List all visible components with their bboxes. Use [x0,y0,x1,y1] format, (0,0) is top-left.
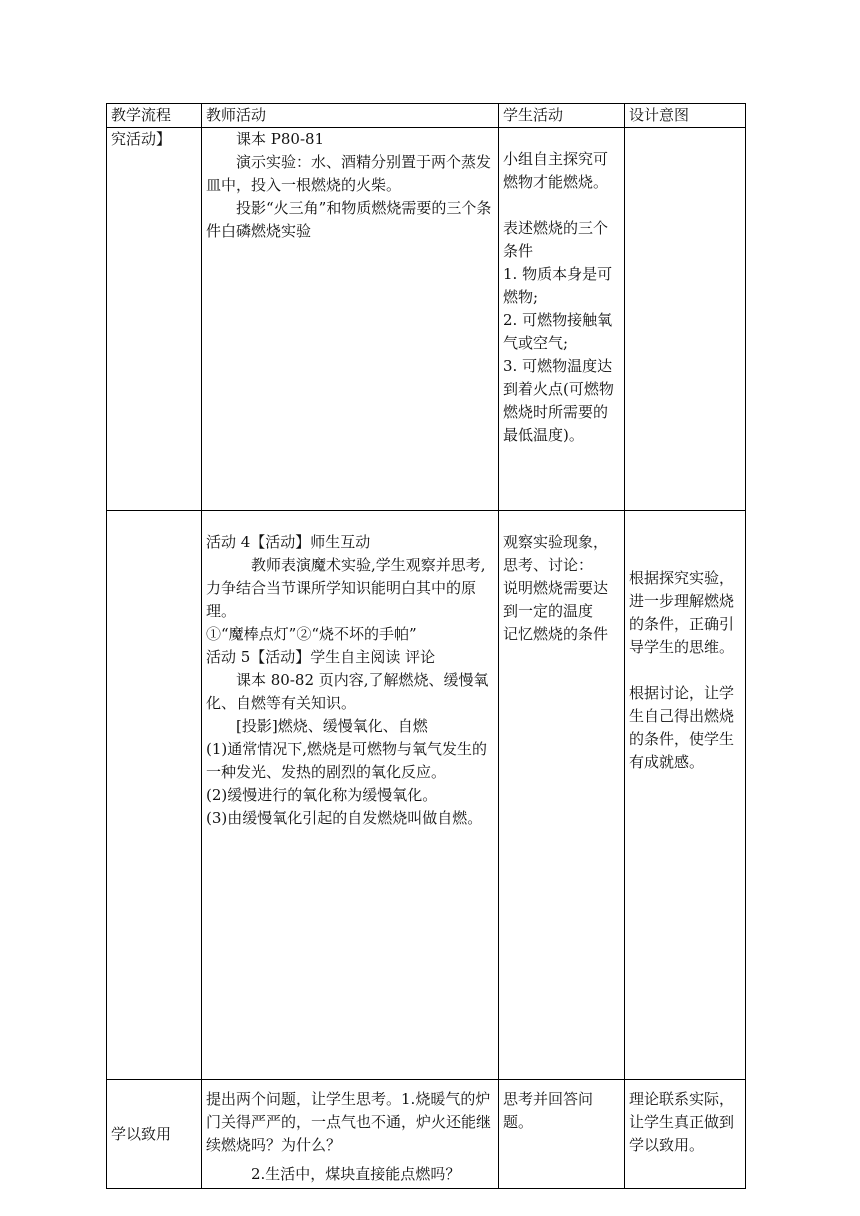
teacher-text: (1)通常情况下,燃烧是可燃物与氧气发生的一种发光、发热的剧烈的氧化反应。 [206,740,488,781]
flow-cell [107,511,202,1080]
student-activity-cell [499,511,625,1080]
header-teaching-flow: 教学流程 [107,104,202,128]
teacher-text: ①“魔棒点灯”②“烧不坏的手帕” [206,625,417,643]
table-row [107,128,746,511]
teacher-text: (3)由缓慢氧化引起的自发燃烧叫做自燃。 [206,809,483,827]
student-text: 思考并回答问题。 [503,1090,594,1131]
table-header-row [107,104,746,128]
teacher-text: 课本 80-82 页内容,了解燃烧、缓慢氧化、自燃等有关知识。 [206,671,489,712]
design-intent-cell [625,128,746,511]
student-text: 表述燃烧的三个条件 [503,219,609,260]
intent-text: 根据讨论，让学生自己得出燃烧的条件，使学生有成就感。 [629,684,735,771]
student-text: 3. 可燃物温度达到着火点(可燃物燃烧时所需要的最低温度)。 [503,357,614,444]
flow-label: 学以致用 [111,1124,172,1143]
teacher-text: 活动 5【活动】学生自主阅读 评论 [206,648,436,666]
teacher-activity-cell [202,128,499,511]
student-text: 观察实验现象，思考、讨论： [503,533,609,574]
teacher-text: (2)缓慢进行的氧化称为缓慢氧化。 [206,786,438,804]
teacher-text: 提出两个问题，让学生思考。1.烧暖气的炉门关得严严的，一点气也不通，炉火还能继续燃烧吗？为什么？ [206,1090,492,1154]
teacher-text: 课本 P80-81 [236,130,325,148]
header-design-intent: 设计意图 [625,104,746,128]
lesson-plan-table [106,103,746,1189]
teacher-activity-cell [202,511,499,1080]
header-student-activity: 学生活动 [499,104,625,128]
header-teacher-activity: 教师活动 [202,104,499,128]
design-intent-cell [625,1080,746,1189]
student-activity-cell [499,1080,625,1189]
flow-cell [107,128,202,511]
teacher-text: 演示实验：水、酒精分别置于两个蒸发皿中，投入一根燃烧的火柴。 [206,153,492,194]
table-row [107,1080,746,1189]
design-intent-cell [625,511,746,1080]
teacher-text: 活动 4【活动】师生互动 [206,533,371,551]
flow-cell [107,1080,202,1189]
student-activity-cell [499,128,625,511]
teacher-text: 教师表演魔术实验,学生观察并思考,力争结合当节课所学知识能明白其中的原理。 [206,556,486,620]
intent-text: 理论联系实际，让学生真正做到学以致用。 [629,1090,735,1154]
student-text: 1. 物质本身是可燃物; [503,265,613,306]
teacher-activity-cell [202,1080,499,1189]
student-text: 记忆燃烧的条件 [503,625,609,643]
intent-text: 根据探究实验，进一步理解燃烧的条件，正确引导学生的思维。 [629,569,735,656]
student-text: 2. 可燃物接触氧气或空气; [503,311,613,352]
table-row [107,511,746,1080]
student-text: 说明燃烧需要达到一定的温度 [503,579,609,620]
teacher-text: [投影]燃烧、缓慢氧化、自燃 [236,717,428,735]
flow-label: 究活动】 [111,130,172,148]
teacher-text: 2.生活中，煤块直接能点燃吗？ [251,1165,461,1183]
teacher-text: 投影“火三角”和物质燃烧需要的三个条件白磷燃烧实验 [206,199,492,240]
student-text: 小组自主探究可燃物才能燃烧。 [503,150,609,191]
